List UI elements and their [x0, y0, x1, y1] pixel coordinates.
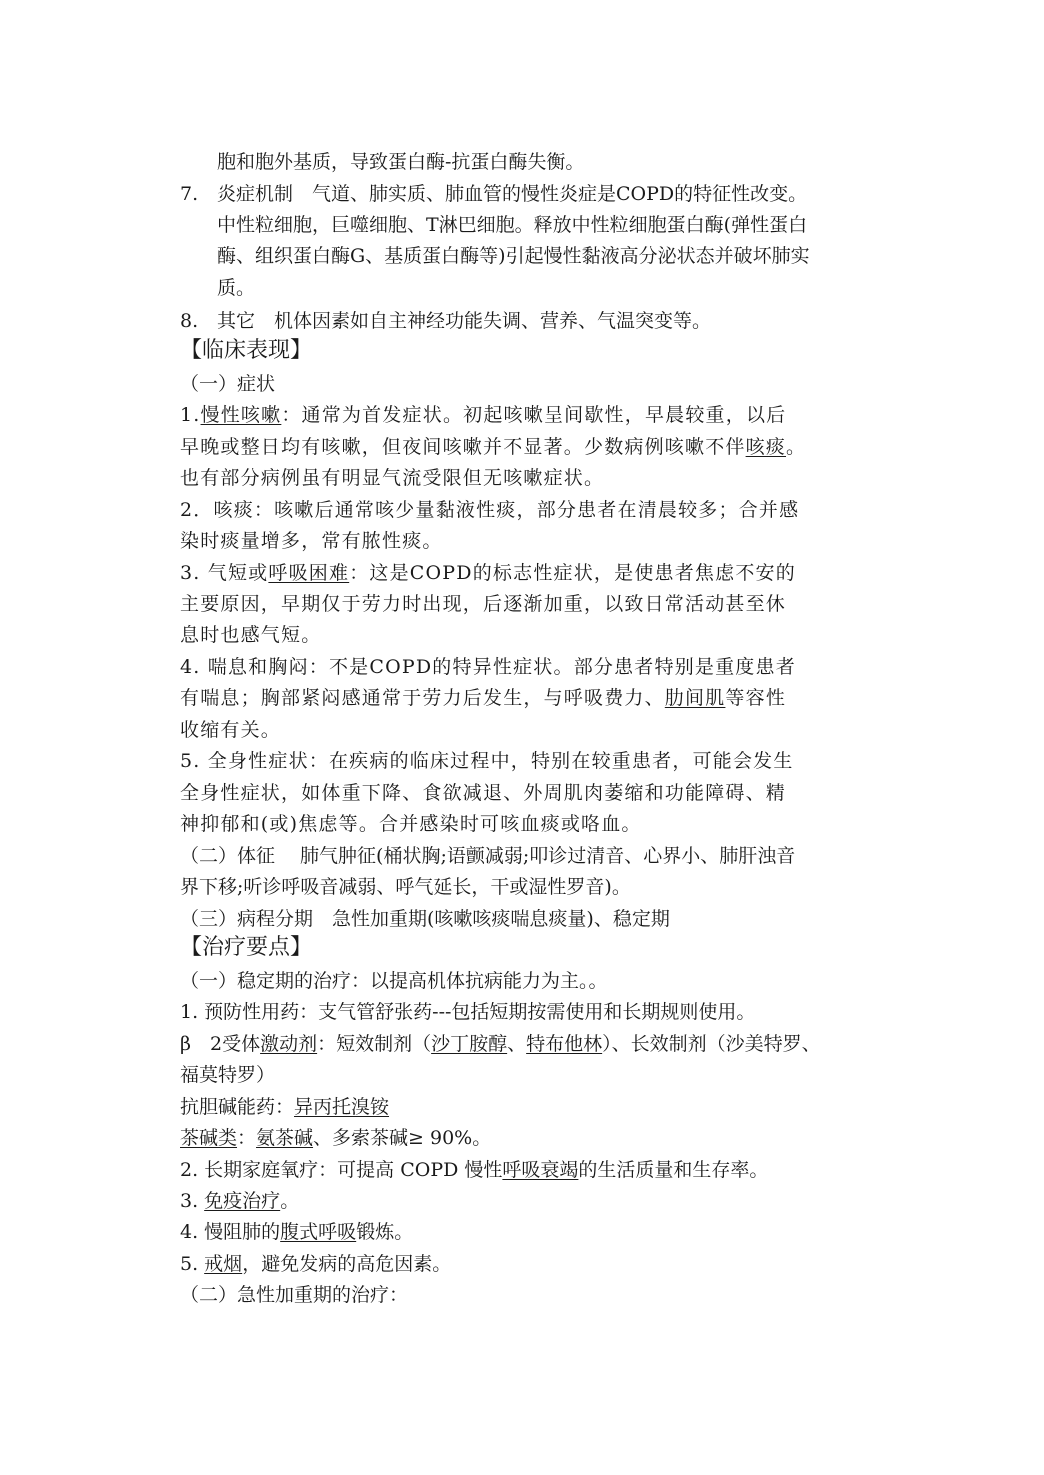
- text-line: 酶、组织蛋白酶G、基质蛋白酶等)引起慢性黏液高分泌状态并破坏肺实: [217, 245, 810, 267]
- text-span: 5.: [180, 1253, 205, 1275]
- paragraph-line: 界下移;听诊呼吸音减弱、呼气延长，干或湿性罗音)。: [180, 876, 631, 898]
- paragraph-line: [180, 1125, 491, 1151]
- underlined-term: 激动剂: [260, 1033, 318, 1055]
- paragraph-line: [180, 560, 796, 586]
- text-span: 3. 气短或: [180, 562, 269, 584]
- paragraph-line: 全身性症状，如体重下降、食欲减退、外周肌肉萎缩和功能障碍、精: [180, 782, 787, 804]
- underlined-term: 呼吸衰竭: [502, 1159, 579, 1181]
- text-span: β 2受体: [180, 1033, 261, 1055]
- paragraph-line: 息时也感气短。: [180, 624, 322, 646]
- paragraph-line: [180, 402, 786, 428]
- text-line: 其它 机体因素如自主神经功能失调、营养、气温突变等。: [217, 310, 712, 332]
- paragraph-line: 5. 全身性症状：在疾病的临床过程中，特别在较重患者，可能会发生: [180, 750, 794, 772]
- underlined-term: 咳痰: [745, 436, 787, 458]
- underlined-term: 特布他林: [526, 1033, 603, 1055]
- paragraph-line: 收缩有关。: [180, 719, 282, 741]
- text-span: 、: [507, 1033, 527, 1055]
- paragraph-line: 也有部分病例虽有明显气流受限但无咳嗽症状。: [180, 467, 605, 489]
- underlined-term: 免疫治疗: [204, 1190, 281, 1212]
- paragraph-line: [180, 1031, 821, 1057]
- text-span: 等容性: [725, 687, 787, 709]
- subsection-title: （二）体征 肺气肿征(桶状胸;语颤减弱;叩诊过清音、心界小、肺肝浊音: [180, 845, 796, 867]
- paragraph-line: 4. 喘息和胸闷：不是COPD的特异性症状。部分患者特别是重度患者: [180, 656, 796, 678]
- underlined-term: 肋间肌: [664, 687, 726, 709]
- text-span: 有喘息；胸部紧闷感通常于劳力后发生，与呼吸费力、: [180, 687, 665, 709]
- text-span: 的生活质量和生存率。: [578, 1159, 769, 1181]
- text-span: ）、长效制剂（沙美特罗、: [602, 1033, 821, 1055]
- text-line: 质。: [217, 277, 256, 299]
- text-span: 。: [786, 436, 807, 458]
- paragraph-line: 神抑郁和(或)焦虑等。合并感染时可咳血痰或咯血。: [180, 813, 642, 835]
- text-span: 、多索茶碱≥ 90%。: [313, 1127, 492, 1149]
- underlined-term: 慢性咳嗽: [200, 404, 282, 426]
- underlined-term: 茶碱类: [180, 1127, 238, 1149]
- underlined-term: 异丙托溴铵: [294, 1096, 390, 1118]
- text-line: 炎症机制 气道、肺实质、肺血管的慢性炎症是COPD的特征性改变。: [217, 183, 808, 205]
- paragraph-line: 主要原因，早期仅于劳力时出现，后逐渐加重，以致日常活动甚至休: [180, 593, 787, 615]
- list-number: 7.: [180, 183, 199, 205]
- paragraph-line: [180, 1094, 389, 1120]
- underlined-term: 戒烟: [204, 1253, 243, 1275]
- paragraph-line: [180, 1219, 413, 1245]
- underlined-term: 氨茶碱: [256, 1127, 314, 1149]
- paragraph-line: 1. 预防性用药：支气管舒张药---包括短期按需使用和长期规则使用。: [180, 1001, 756, 1023]
- paragraph-line: [180, 1157, 768, 1183]
- subsection-title: （二）急性加重期的治疗：: [180, 1284, 409, 1306]
- subsection-title: （一）症状: [180, 373, 276, 395]
- list-number: 8.: [180, 310, 199, 332]
- text-span: 4. 慢阻肺的: [180, 1221, 281, 1243]
- text-span: 。: [280, 1190, 300, 1212]
- text-line: 中性粒细胞，巨噬细胞、T淋巴细胞。释放中性粒细胞蛋白酶(弹性蛋白: [217, 214, 808, 236]
- text-span: ，避免发病的高危因素。: [242, 1253, 452, 1275]
- section-heading: 【临床表现】: [180, 338, 313, 363]
- paragraph-line: [180, 434, 806, 460]
- section-heading: 【治疗要点】: [180, 935, 313, 960]
- paragraph-line: 2．咳痰：咳嗽后通常咳少量黏液性痰，部分患者在清晨较多；合并感: [180, 499, 800, 521]
- text-span: ：通常为首发症状。初起咳嗽呈间歇性，早晨较重，以后: [281, 404, 787, 426]
- paragraph-line: 福莫特罗）: [180, 1064, 276, 1086]
- paragraph-line: [180, 1188, 299, 1214]
- text-line: 胞和胞外基质，导致蛋白酶-抗蛋白酶失衡。: [217, 151, 585, 173]
- paragraph-line: [180, 685, 786, 711]
- paragraph-line: 染时痰量增多，常有脓性痰。: [180, 530, 443, 552]
- text-span: 抗胆碱能药：: [180, 1096, 295, 1118]
- subsection-title: （一）稳定期的治疗：以提高机体抗病能力为主。。: [180, 970, 608, 992]
- text-span: 2. 长期家庭氧疗：可提高 COPD 慢性: [180, 1159, 503, 1181]
- text-span: 锻炼。: [356, 1221, 414, 1243]
- underlined-term: 腹式呼吸: [280, 1221, 357, 1243]
- text-span: 3.: [180, 1190, 205, 1212]
- text-span: 1.: [180, 404, 201, 426]
- text-span: ：这是COPD的标志性症状，是使患者焦虑不安的: [349, 562, 796, 584]
- underlined-term: 沙丁胺醇: [431, 1033, 508, 1055]
- text-span: 早晚或整日均有咳嗽，但夜间咳嗽并不显著。少数病例咳嗽不伴: [180, 436, 746, 458]
- paragraph-line: [180, 1251, 451, 1277]
- subsection-title: （三）病程分期 急性加重期(咳嗽咳痰喘息痰量)、稳定期: [180, 908, 670, 930]
- text-span: ：: [237, 1127, 257, 1149]
- text-span: ：短效制剂（: [317, 1033, 432, 1055]
- underlined-term: 呼吸困难: [268, 562, 350, 584]
